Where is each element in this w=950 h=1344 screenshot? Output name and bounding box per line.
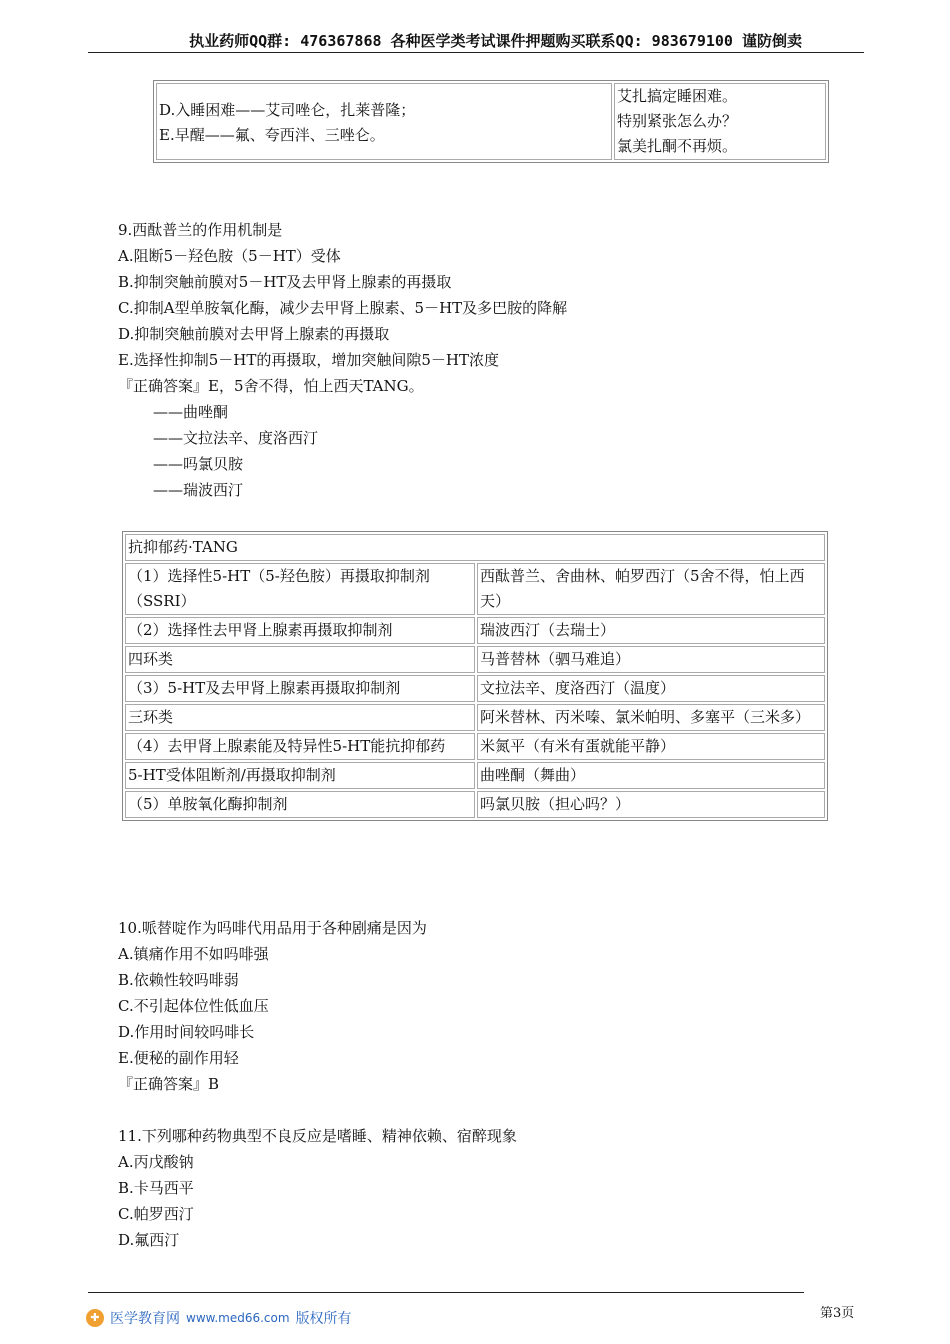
table2-cell: 瑞波西汀（去瑞士） [477, 617, 825, 644]
q9-option: B.抑制突触前膜对5－HT及去甲肾上腺素的再摄取 [118, 273, 452, 291]
logo-text: 医学教育网 [110, 1311, 180, 1327]
q11-option: B.卡马西平 [118, 1179, 194, 1197]
table2-cell: （4）去甲肾上腺素能及特异性5-HT能抗抑郁药 [125, 733, 475, 760]
q9-option: E.选择性抑制5－HT的再摄取，增加突触间隙5－HT浓度 [118, 351, 499, 369]
q9-note: ——文拉法辛、度洛西汀 [153, 429, 319, 447]
q9-answer: 『正确答案』E，5舍不得，怕上西天TANG。 [118, 377, 424, 395]
table2-title: 抗抑郁药·TANG [125, 534, 825, 561]
q10-option: E.便秘的副作用轻 [118, 1049, 239, 1067]
q10-answer: 『正确答案』B [118, 1075, 220, 1093]
table1-left-line: D.入睡困难——艾司唑仑，扎莱普隆； [159, 101, 416, 119]
header-text: 执业药师QQ群: 476367868 各种医学类考试课件押题购买联系QQ: 983679100 谨防倒卖 [189, 32, 802, 50]
med66-logo-icon: ✚ [86, 1309, 104, 1327]
page-number: 第3页 [820, 1306, 855, 1321]
q9-option: A.阻断5－羟色胺（5－HT）受体 [118, 247, 341, 265]
sleep-table [153, 80, 829, 163]
table2-cell: （3）5-HT及去甲肾上腺素再摄取抑制剂 [125, 675, 475, 702]
q10-option: B.依赖性较吗啡弱 [118, 971, 239, 989]
q10-stem: 10.哌替啶作为吗啡代用品用于各种剧痛是因为 [118, 919, 427, 937]
table1-right-line: 艾扎搞定睡困难。 [617, 87, 738, 105]
q10-option: C.不引起体位性低血压 [118, 997, 269, 1015]
footer-url[interactable]: www.med66.com [186, 1311, 290, 1325]
antidepressant-table [122, 531, 828, 821]
q11-option: C.帕罗西汀 [118, 1205, 194, 1223]
footer-divider [88, 1292, 804, 1293]
table2-cell: 马普替林（驷马难追） [477, 646, 825, 673]
table1-left-line: E.早醒——氟、夸西泮、三唑仑。 [159, 126, 385, 144]
q9-stem: 9.西酞普兰的作用机制是 [118, 221, 283, 239]
q10-option: D.作用时间较吗啡长 [118, 1023, 255, 1041]
table2-cell: 曲唑酮（舞曲） [477, 762, 825, 789]
q10-option: A.镇痛作用不如吗啡强 [118, 945, 269, 963]
table2-cell: 四环类 [125, 646, 475, 673]
q9-option: C.抑制A型单胺氧化酶，减少去甲肾上腺素、5－HT及多巴胺的降解 [118, 299, 568, 317]
footer-logo[interactable] [86, 1308, 352, 1328]
q9-note: ——吗氯贝胺 [153, 455, 244, 473]
sleep-table-right [614, 83, 826, 160]
table2-cell: （2）选择性去甲肾上腺素再摄取抑制剂 [125, 617, 475, 644]
sleep-table-left [156, 83, 612, 160]
table2-cell: （5）单胺氧化酶抑制剂 [125, 791, 475, 818]
q11-option: A.丙戊酸钠 [118, 1153, 194, 1171]
table2-cell: 米氮平（有米有蛋就能平静） [477, 733, 825, 760]
table2-cell: 吗氯贝胺（担心吗？） [477, 791, 825, 818]
table1-right-line: 氯美扎酮不再烦。 [617, 137, 738, 155]
table1-right-line: 特别紧张怎么办？ [617, 112, 738, 130]
q9-note: ——瑞波西汀 [153, 481, 244, 499]
q9-note: ——曲唑酮 [153, 403, 229, 421]
table2-cell: （1）选择性5-HT（5-羟色胺）再摄取抑制剂（SSRI） [125, 563, 475, 615]
footer-rights: 版权所有 [295, 1311, 352, 1327]
table2-cell: 三环类 [125, 704, 475, 731]
table2-cell: 阿米替林、丙米嗪、氯米帕明、多塞平（三米多） [477, 704, 825, 731]
q11-option: D.氟西汀 [118, 1231, 180, 1249]
page-header [88, 30, 864, 53]
table2-cell: 西酞普兰、舍曲林、帕罗西汀（5舍不得，怕上西天） [477, 563, 825, 615]
q9-option: D.抑制突触前膜对去甲肾上腺素的再摄取 [118, 325, 390, 343]
table2-cell: 文拉法辛、度洛西汀（温度） [477, 675, 825, 702]
table2-cell: 5-HT受体阻断剂/再摄取抑制剂 [125, 762, 475, 789]
q11-stem: 11.下列哪种药物典型不良反应是嗜睡、精神依赖、宿醉现象 [118, 1127, 517, 1145]
